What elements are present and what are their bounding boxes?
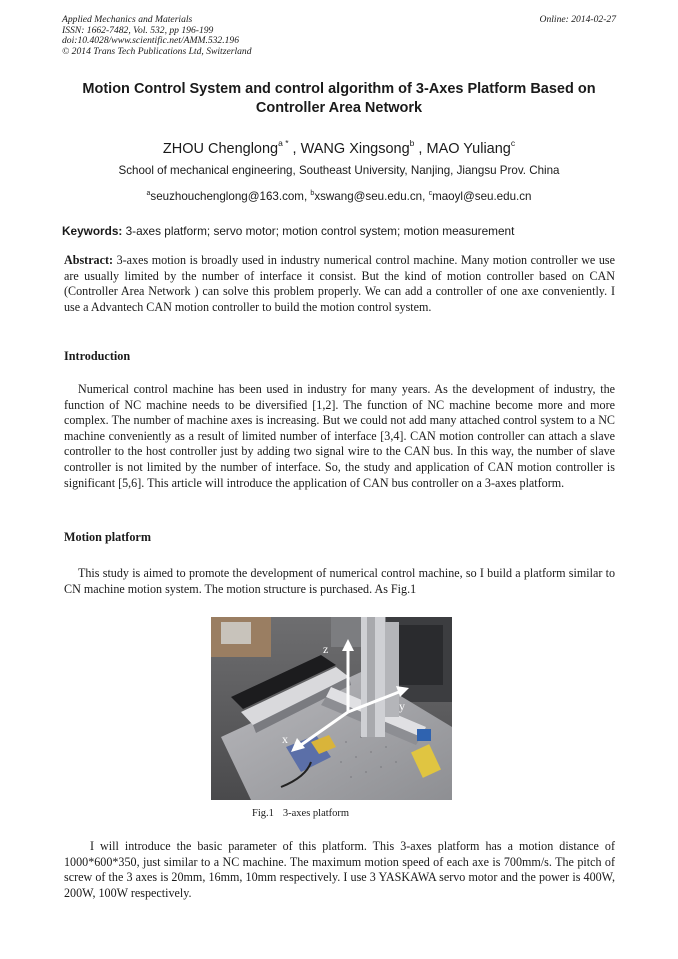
author-emails	[62, 186, 616, 204]
email-link[interactable]: xswang@seu.edu.cn,	[314, 190, 429, 203]
introduction-paragraph: Numerical control machine has been used in industry for many years. As the development of industry, the function of NC machine needs to be diversified [1,2]. The function of NC machine become more and more complex. The number of machine axes is increasing. But we could not add many attached control system to a NC machine conveniently as a result of limited number of interface [3,4]. CAN motion controller can attach a slave controller to the host controller just by adding two signal wire to the CAN bus. In this way, the number of slave controller is not limited by the number of interface. So, the study and application of CAN motion controller is significant [5,6]. This article will introduce the application of CAN bus controller on a 3-axes platform.	[64, 382, 615, 490]
journal-info	[62, 15, 252, 57]
abstract-label: Abstract:	[64, 253, 114, 267]
email-marker: b	[310, 190, 315, 197]
journal-doi[interactable]: doi:10.4028/www.scientific.net/AMM.532.196	[62, 35, 240, 47]
author-list	[62, 134, 616, 158]
caption-text: 3-axes platform	[282, 808, 350, 819]
parameter-paragraph: I will introduce the basic parameter of this platform. This 3-axes platform has a motion distance of 1000*600*350, just similar to a NC machine. The maximum motion speed of each axe is 700mm/s. The pitch of screw of the 3 axes is 20mm, 16mm, 10mm respectively. I use 3 YASKAWA servo motor and the power is 400W, 200W, 100W respectively.	[64, 839, 615, 900]
email-marker: a	[146, 190, 151, 197]
email-link[interactable]: maoyl@seu.edu.cn	[432, 190, 532, 203]
author-separator: ,	[414, 141, 427, 157]
axis-label-y: y	[399, 699, 405, 713]
author-marker: a *	[278, 138, 289, 148]
email-marker: c	[428, 190, 433, 197]
axis-label-x: x	[282, 732, 288, 746]
section-heading-introduction: Introduction	[64, 349, 131, 363]
affiliation: School of mechanical engineering, Southeast University, Nanjing, Jiangsu Prov. China	[118, 164, 560, 177]
paper-title: Motion Control System and control algorithm of 3-Axes Platform Based on Controller Area Network	[82, 81, 596, 116]
abstract-text: 3-axes motion is broadly used in industry numerical control machine. Many motion controller we use are usually limited by the number of interface it consist. But the kind of motion controller based on CAN (Controller Area Network ) can solve this problem properly. We can add a controller of one axe conveniently. I use a Advantech CAN motion controller to build the motion control system.	[64, 253, 615, 314]
author-marker: c	[510, 138, 516, 148]
journal-copyright: © 2014 Trans Tech Publications Ltd, Switzerland	[62, 45, 252, 57]
axis-label-z: z	[323, 642, 329, 656]
caption-number: Fig.1	[252, 808, 274, 819]
platform-photo	[211, 617, 452, 800]
keywords	[62, 224, 616, 239]
author-separator: ,	[288, 141, 301, 157]
motion-paragraph: This study is aimed to promote the development of numerical control machine, so I build a platform similar to CN machine motion system. The motion structure is purchased. As Fig.1	[64, 566, 615, 596]
journal-name: Applied Mechanics and Materials	[62, 14, 193, 25]
keywords-text: 3-axes platform; servo motor; motion control system; motion measurement	[122, 224, 515, 238]
author-name: WANG Xingsong	[300, 141, 410, 157]
journal-issn: ISSN: 1662-7482, Vol. 532, pp 196-199	[62, 24, 214, 36]
figure-caption	[252, 807, 349, 820]
author-name: ZHOU Chenglong	[162, 141, 279, 157]
abstract	[64, 253, 615, 315]
author-name: MAO Yuliang	[426, 141, 511, 157]
figure-3-axes-platform-photo	[211, 617, 452, 800]
section-heading-motion-platform: Motion platform	[64, 530, 151, 544]
keywords-label: Keywords:	[62, 224, 123, 238]
email-link[interactable]: seuzhouchenglong@163.com,	[150, 190, 311, 203]
author-marker: b	[409, 138, 415, 148]
online-date: Online: 2014-02-27	[539, 14, 616, 25]
